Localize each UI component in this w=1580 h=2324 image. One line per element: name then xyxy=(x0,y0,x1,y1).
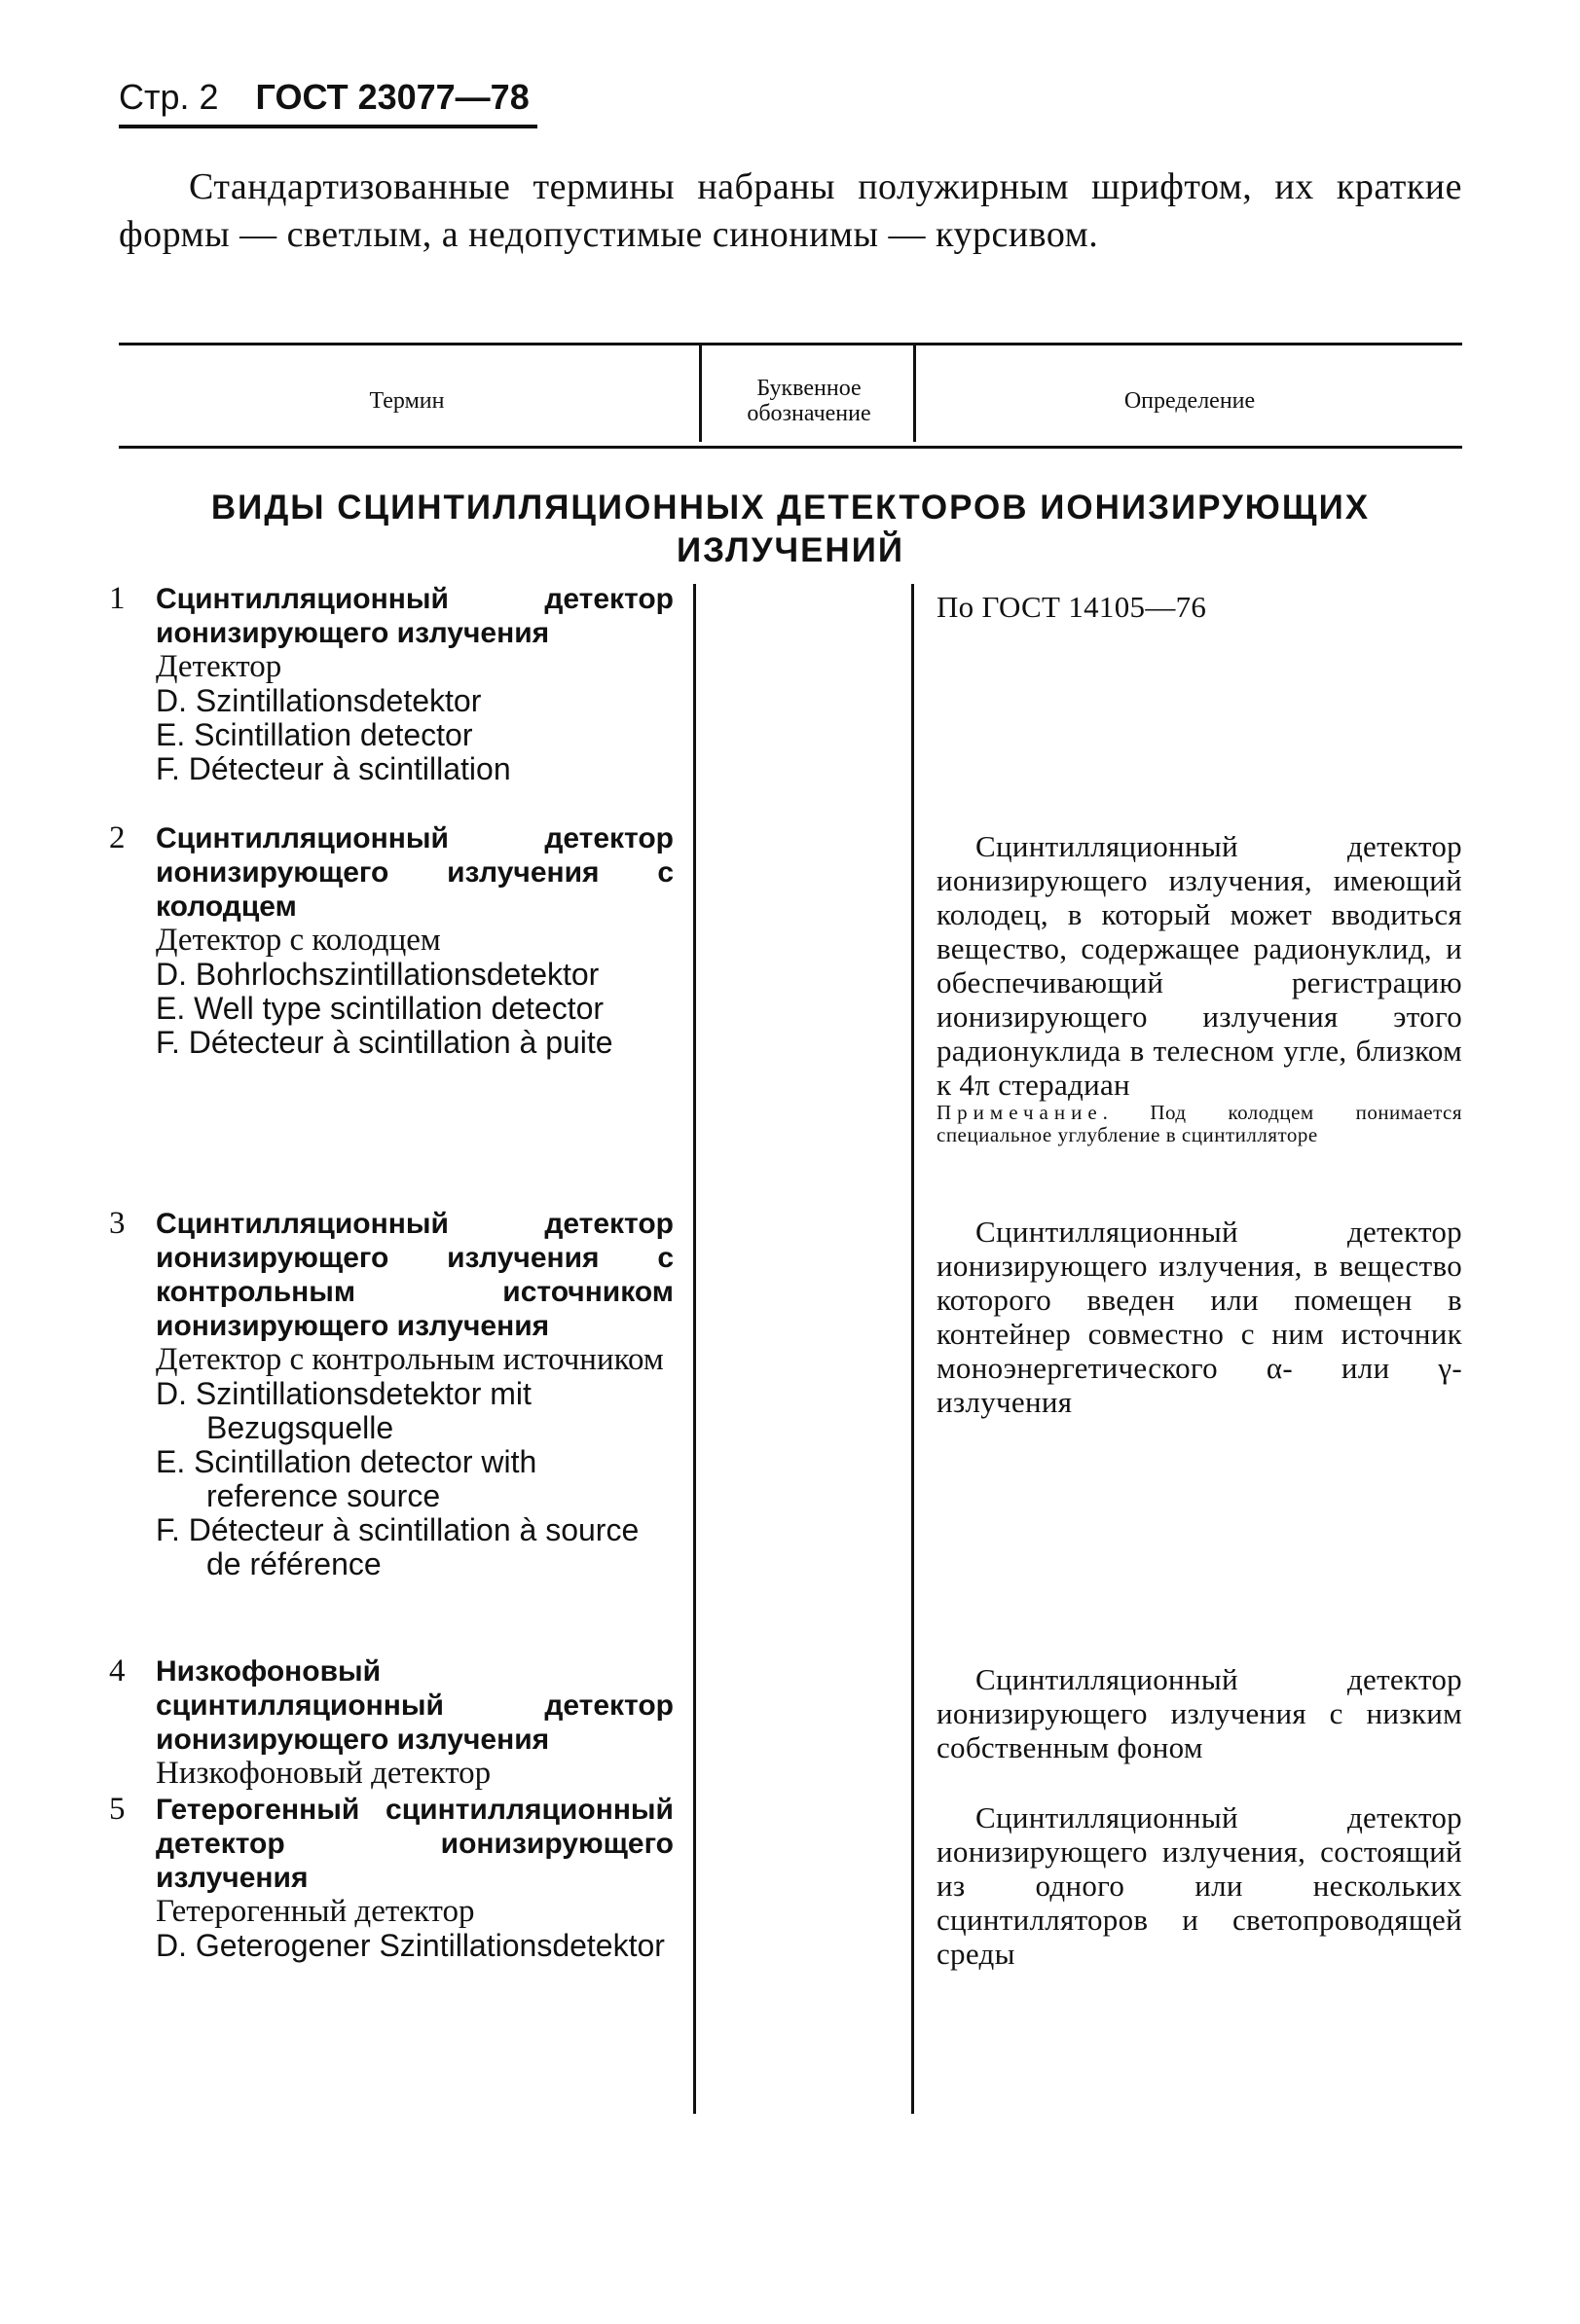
standard-number: ГОСТ 23077—78 xyxy=(255,77,530,117)
definition xyxy=(937,1800,1462,1971)
term-name: Сцинтилляционный детектор ионизирующего излучения с контрольным источником ионизирующего излучения xyxy=(156,1208,674,1342)
section-title xyxy=(119,487,1462,572)
term-name: Сцинтилляционный детектор ионизирующего излучения xyxy=(156,583,674,649)
header-separator xyxy=(913,343,916,442)
short-form: Детектор с колодцем xyxy=(156,923,441,958)
definition-text: Сцинтилляционный детектор ионизирующего излучения с низким собственным фоном xyxy=(937,1662,1462,1764)
definition xyxy=(937,590,1462,624)
german-equivalent: D. Szintillationsdetektor mit Bezugsquelle xyxy=(156,1376,532,1445)
definition xyxy=(937,829,1462,1146)
definition-text: Сцинтилляционный детектор ионизирующего излучения, в вещество которого введен или помещен в контейнер совместно с ним источник моноэнергетического α- или γ-излучения xyxy=(937,1215,1462,1419)
column-separator xyxy=(911,584,914,2114)
term-entry xyxy=(109,581,674,786)
intro-paragraph: Стандартизованные термины набраны полужирным шрифтом, их краткие формы — светлым, а недопустимые синонимы — курсивом. xyxy=(119,166,1462,255)
term-name: Низкофоновый сцинтилляционный детектор ионизирующего излучения xyxy=(156,1655,674,1756)
note-text: Под колодцем понимается специальное углубление в сцинтилляторе xyxy=(937,1101,1463,1146)
german-equivalent: D. Geterogener Szintillationsdetektor xyxy=(156,1928,665,1963)
definition-text: Сцинтилляционный детектор ионизирующего излучения, состоящий из одного или нескольких сцинтилляторов и светопроводящей среды xyxy=(937,1800,1462,1971)
definition-text: По ГОСТ 14105—76 xyxy=(937,590,1207,624)
english-equivalent: E. Well type scintillation detector xyxy=(156,991,605,1026)
short-form: Низкофоновый детектор xyxy=(156,1756,492,1791)
term-entry xyxy=(109,1206,674,1581)
english-equivalent: E. Scintillation detector xyxy=(156,717,473,752)
entry-number: 5 xyxy=(109,1792,126,1827)
column-header-definition: Определение xyxy=(1123,388,1256,414)
short-form: Детектор с контрольным источником xyxy=(156,1342,664,1377)
term-name: Гетерогенный сцинтилляционный детектор ионизирующего излучения xyxy=(156,1794,674,1894)
definition xyxy=(937,1662,1462,1764)
entry-number: 4 xyxy=(109,1653,126,1689)
german-equivalent: D. Bohrlochszintillationsdetektor xyxy=(156,957,600,992)
english-equivalent: E. Scintillation detector with reference source xyxy=(156,1444,537,1513)
french-equivalent: F. Détecteur à scintillation xyxy=(156,751,511,786)
table-top-rule xyxy=(119,343,1462,345)
column-separator xyxy=(693,584,696,2114)
section-title-line: ИЗЛУЧЕНИЙ xyxy=(676,531,905,569)
entry-number: 2 xyxy=(109,820,126,855)
header-separator xyxy=(699,343,702,442)
short-form: Гетерогенный детектор xyxy=(156,1894,475,1929)
term-entry xyxy=(109,1792,674,1963)
definition xyxy=(937,1215,1462,1419)
definition-text: Сцинтилляционный детектор ионизирующего излучения, имеющий колодец, в который может вводиться вещество, содержащее радионуклид, и обеспечивающий регистрацию ионизирующего излучения этого радионуклида в телесном угле, близком к 4π стерадиан xyxy=(937,829,1462,1102)
definition-note: Примечание. Под колодцем понимается специальное углубление в сцинтилляторе xyxy=(937,1101,1463,1146)
entry-number: 3 xyxy=(109,1206,126,1241)
short-form: Детектор xyxy=(156,649,282,684)
term-entry xyxy=(109,820,674,1060)
table-header-rule xyxy=(119,446,1462,449)
column-header-term: Термин xyxy=(369,388,445,414)
entry-number: 1 xyxy=(109,581,126,616)
page-header xyxy=(119,70,537,128)
page-number: Стр. 2 xyxy=(119,77,219,117)
note-label: Примечание xyxy=(937,1101,1103,1124)
section-title-line: ВИДЫ СЦИНТИЛЛЯЦИОННЫХ ДЕТЕКТОРОВ ИОНИЗИРУЮЩИХ xyxy=(210,489,1371,527)
term-name: Сцинтилляционный детектор ионизирующего излучения с колодцем xyxy=(156,822,674,923)
column-header-letter: Буквенное обозначение xyxy=(747,376,871,426)
german-equivalent: D. Szintillationsdetektor xyxy=(156,683,482,718)
term-entry xyxy=(109,1653,674,1791)
french-equivalent: F. Détecteur à scintillation à source de référence xyxy=(156,1512,640,1581)
french-equivalent: F. Détecteur à scintillation à puite xyxy=(156,1025,613,1060)
